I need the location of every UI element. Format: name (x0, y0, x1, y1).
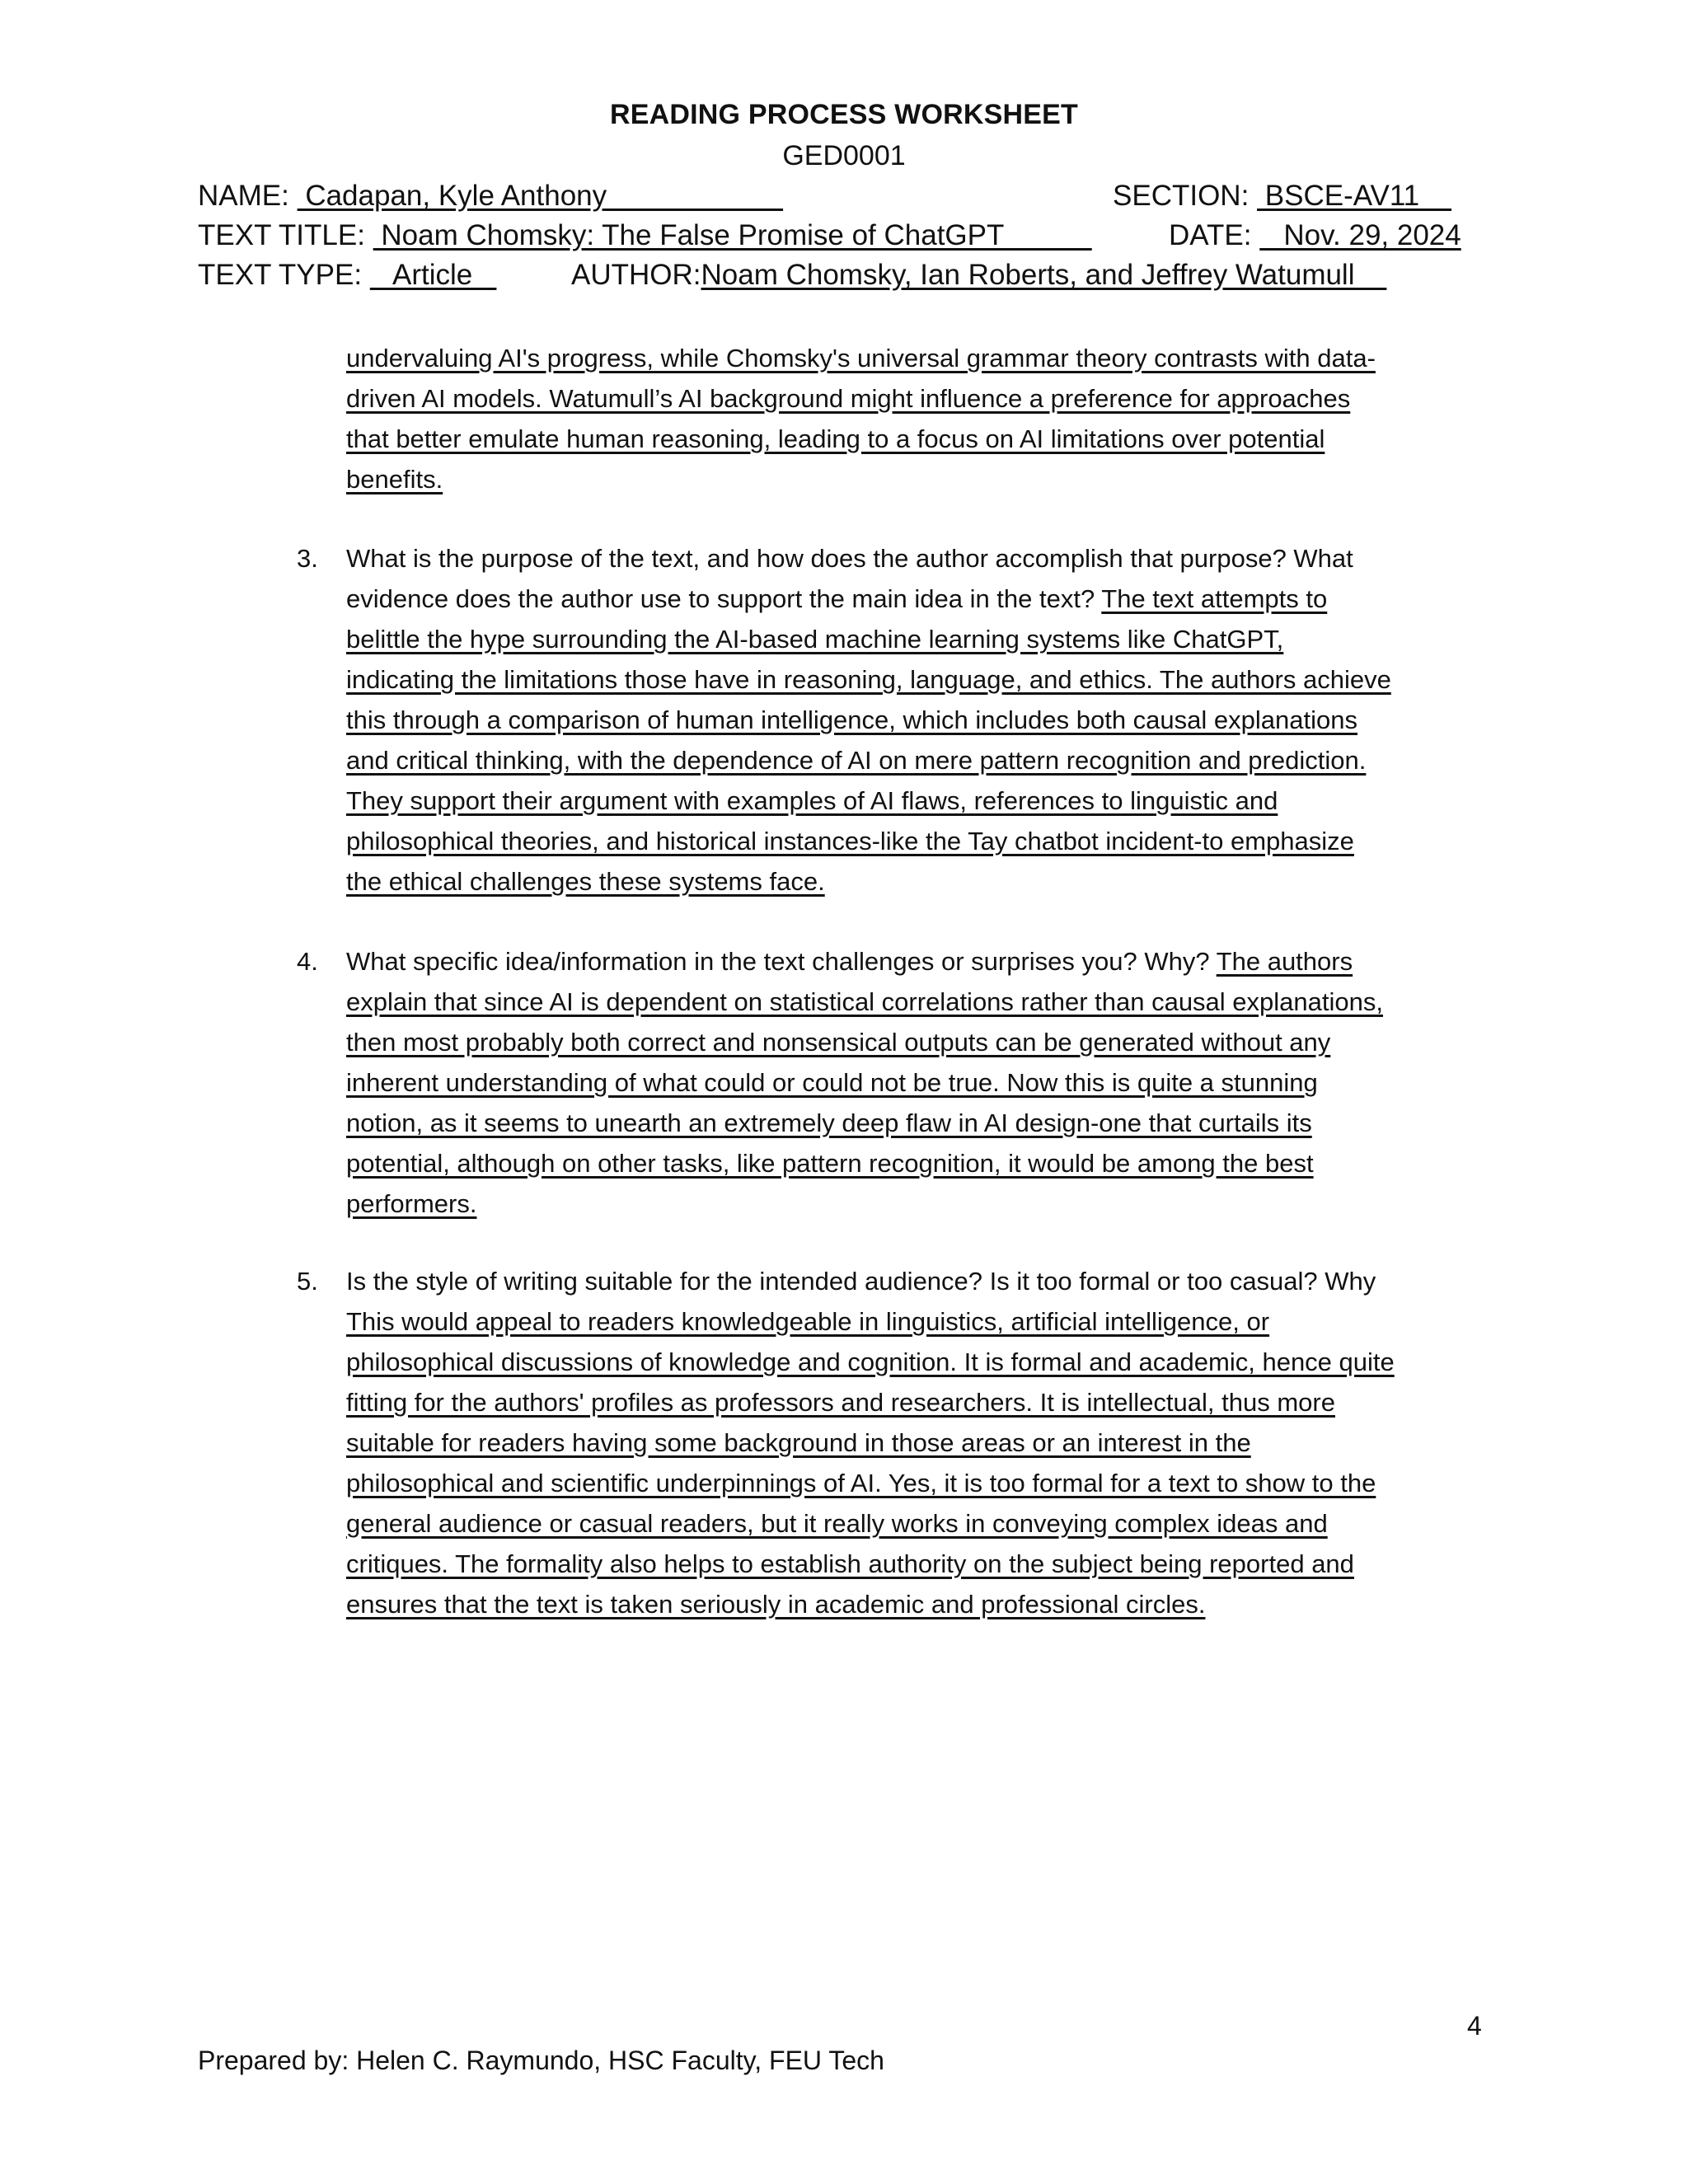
author-label: AUTHOR: (571, 259, 701, 291)
answer-line: notion, as it seems to unearth an extremely deep flaw in AI design-one that curtails its (346, 1108, 1312, 1137)
answer-line: driven AI models. Watumull’s AI background might influence a preference for approaches (346, 384, 1351, 413)
header-row-title (198, 219, 1492, 257)
text-title-label: TEXT TITLE: (198, 219, 365, 251)
text-title-value: Noam Chomsky: The False Promise of ChatGPT (373, 219, 1092, 251)
answer-line: This would appeal to readers knowledgeable in linguistics, artificial intelligence, or (346, 1307, 1270, 1336)
question-text: evidence does the author use to support the main idea in the text? (346, 584, 1102, 613)
answer-line: this through a comparison of human intelligence, which includes both causal explanations (346, 705, 1357, 734)
answer-2-continuation (346, 338, 1500, 499)
answer-line: suitable for readers having some background in those areas or an interest in the (346, 1428, 1251, 1457)
section-label: SECTION: (1113, 180, 1250, 212)
date-value: Nov. 29, 2024 (1259, 219, 1461, 251)
answer-line: the ethical challenges these systems face. (346, 867, 825, 896)
footer-credit: Prepared by: Helen C. Raymundo, HSC Faculty, FEU Tech (198, 2046, 884, 2075)
answer-line: benefits. (346, 465, 443, 494)
answer-line: philosophical theories, and historical instances-like the Tay chatbot incident-to emphasize (346, 827, 1354, 855)
text-type-label: TEXT TYPE: (198, 259, 363, 291)
answer-line: ensures that the text is taken seriously in academic and professional circles. (346, 1590, 1206, 1619)
question-text: What specific idea/information in the text challenges or surprises you? Why? (346, 947, 1217, 976)
question-4-block (346, 941, 1500, 1224)
text-title-field (198, 219, 1092, 252)
answer-line: They support their argument with examples of AI flaws, references to linguistic and (346, 786, 1278, 815)
date-label: DATE: (1169, 219, 1252, 251)
author-value: Noam Chomsky, Ian Roberts, and Jeffrey Watumull (701, 259, 1387, 291)
question-line (346, 579, 1500, 619)
question-line (346, 538, 1500, 579)
answer-line: that better emulate human reasoning, leading to a focus on AI limitations over potential (346, 424, 1325, 453)
author-field (571, 259, 1386, 292)
question-text: Is the style of writing suitable for the intended audience? Is it too formal or too casual? Why (346, 1267, 1376, 1296)
answer-line: philosophical discussions of knowledge and cognition. It is formal and academic, hence quite (346, 1347, 1395, 1376)
name-value: Cadapan, Kyle Anthony (297, 180, 784, 212)
question-4-number: 4. (297, 947, 318, 976)
question-line (346, 941, 1500, 982)
answer-line: undervaluing AI's progress, while Chomsky's universal grammar theory contrasts with data- (346, 344, 1376, 373)
question-5-number: 5. (297, 1267, 318, 1296)
answer-line: general audience or casual readers, but it really works in conveying complex ideas and (346, 1509, 1328, 1538)
worksheet-title: READING PROCESS WORKSHEET (610, 99, 1078, 130)
question-3-block (346, 538, 1500, 902)
text-type-field (198, 259, 496, 292)
answer-line: potential, although on other tasks, like pattern recognition, it would be among the best (346, 1149, 1314, 1178)
section-field (1113, 180, 1451, 213)
date-field (1169, 219, 1461, 252)
answer-line: critiques. The formality also helps to establish authority on the subject being reported and (346, 1549, 1354, 1578)
question-text: What is the purpose of the text, and how does the author accomplish that purpose? What (346, 544, 1353, 573)
question-3-number: 3. (297, 544, 318, 573)
text-type-value: Article (369, 259, 497, 291)
answer-line: and critical thinking, with the dependence of AI on mere pattern recognition and prediction. (346, 746, 1367, 775)
header-row-name (198, 180, 1492, 218)
answer-text: The text attempts to (1101, 584, 1328, 613)
answer-line: explain that since AI is dependent on statistical correlations rather than causal explanations, (346, 987, 1383, 1016)
answer-line: philosophical and scientific underpinnings of AI. Yes, it is too formal for a text to show to the (346, 1469, 1376, 1497)
question-5-block (346, 1261, 1500, 1624)
section-value: BSCE-AV11 (1257, 180, 1452, 212)
answer-line: performers. (346, 1189, 477, 1218)
question-line (346, 1261, 1500, 1301)
answer-line: inherent understanding of what could or could not be true. Now this is quite a stunning (346, 1068, 1318, 1097)
answer-line: belittle the hype surrounding the AI-based machine learning systems like ChatGPT, (346, 625, 1284, 654)
answer-line: then most probably both correct and nonsensical outputs can be generated without any (346, 1028, 1331, 1057)
answer-line: indicating the limitations those have in reasoning, language, and ethics. The authors achieve (346, 665, 1391, 694)
course-code: GED0001 (782, 140, 906, 171)
answer-line: fitting for the authors' profiles as professors and researchers. It is intellectual, thus more (346, 1388, 1335, 1417)
page-number: 4 (1467, 2011, 1482, 2041)
name-field (198, 180, 783, 213)
name-label: NAME: (198, 180, 289, 212)
answer-text: The authors (1216, 947, 1353, 976)
header-row-type (198, 259, 1492, 297)
